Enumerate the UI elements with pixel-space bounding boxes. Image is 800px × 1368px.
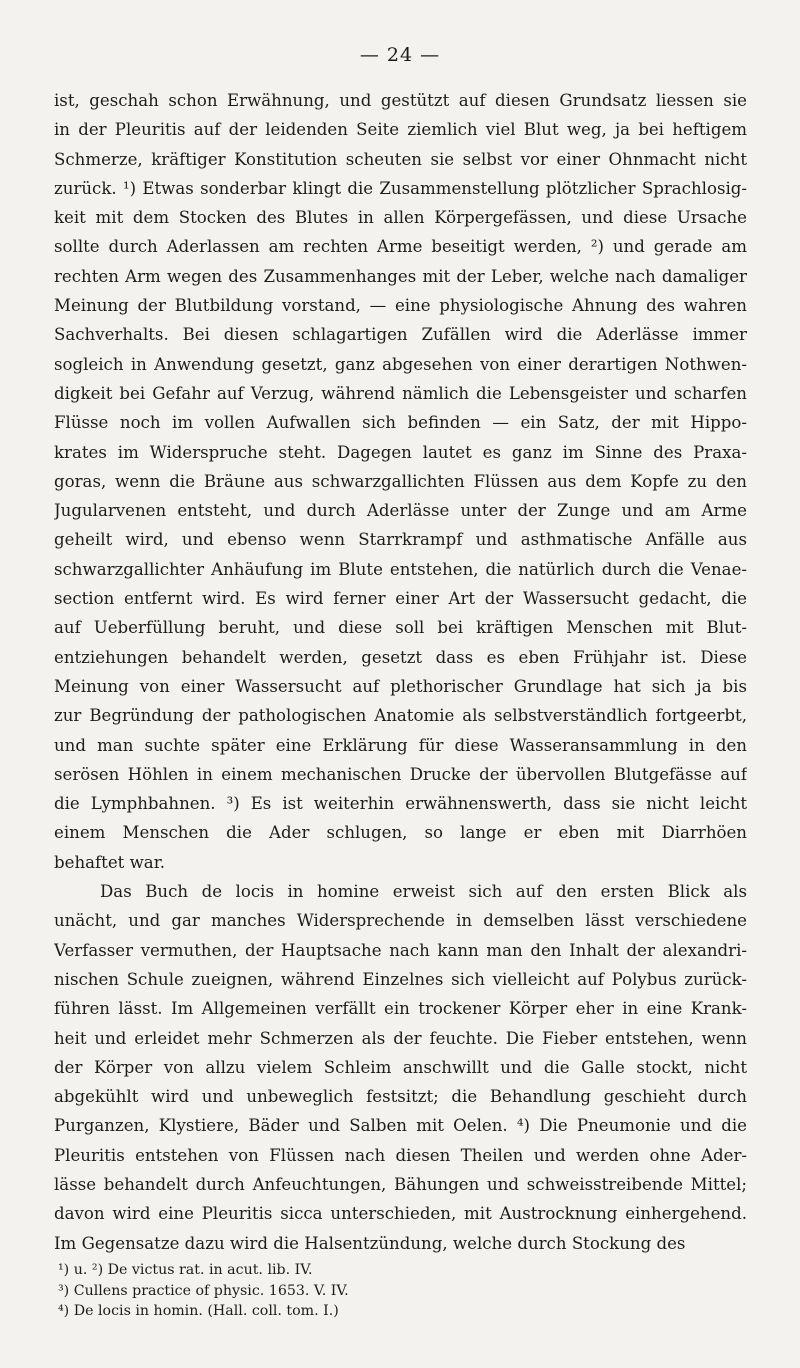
text-line: serösen Höhlen in einem mechanischen Drucke der übervollen Blutgefässe auf bbox=[54, 764, 747, 784]
text-line: Im Gegensatze dazu wird die Halsentzündung, welche durch Stockung des bbox=[54, 1233, 686, 1253]
text-line: Flüsse noch im vollen Aufwallen sich befinden — ein Satz, der mit Hippo- bbox=[54, 413, 747, 433]
text-line: sollte durch Aderlassen am rechten Arme beseitigt werden, ²) und gerade am bbox=[54, 237, 747, 257]
text-line: entziehungen behandelt werden, gesetzt dass es eben Frühjahr ist. Diese bbox=[54, 647, 747, 667]
footnote-2: ³) Cullens practice of physic. 1653. V. IV. bbox=[58, 1282, 349, 1299]
text-line: keit mit dem Stocken des Blutes in allen Körpergefässen, und diese Ursache bbox=[54, 208, 747, 228]
text-line: die Lymphbahnen. ³) Es ist weiterhin erwähnenswerth, dass sie nicht leicht bbox=[54, 794, 747, 814]
text-line: Meinung der Blutbildung vorstand, — eine physiologische Ahnung des wahren bbox=[54, 296, 747, 316]
paragraph-2 bbox=[54, 877, 747, 1258]
text-line: der Körper von allzu vielem Schleim anschwillt und die Galle stockt, nicht bbox=[54, 1057, 747, 1077]
text-line: Schmerze, kräftiger Konstitution scheuten sie selbst vor einer Ohnmacht nicht bbox=[54, 149, 747, 169]
text-line: zur Begründung der pathologischen Anatomie als selbstverständlich fortgeerbt, bbox=[54, 706, 747, 726]
text-line: Sachverhalts. Bei diesen schlagartigen Zufällen wird die Aderlässe immer bbox=[54, 325, 747, 345]
text-line: heit und erleidet mehr Schmerzen als der feuchte. Die Fieber entstehen, wenn bbox=[54, 1028, 747, 1048]
text-line: section entfernt wird. Es wird ferner einer Art der Wassersucht gedacht, die bbox=[54, 589, 747, 609]
text-line: Purganzen, Klystiere, Bäder und Salben mit Oelen. ⁴) Die Pneumonie und die bbox=[54, 1116, 747, 1136]
text-line: führen lässt. Im Allgemeinen verfällt ein trockener Körper eher in eine Krank- bbox=[54, 999, 747, 1019]
page-number: — 24 — bbox=[359, 44, 441, 66]
text-line: in der Pleuritis auf der leidenden Seite ziemlich viel Blut weg, ja bei heftigem bbox=[54, 120, 747, 140]
text-line: auf Ueberfüllung beruht, und diese soll bei kräftigen Menschen mit Blut- bbox=[54, 618, 747, 638]
text-line: nischen Schule zueignen, während Einzelnes sich vielleicht auf Polybus zurück- bbox=[54, 969, 747, 989]
text-line: und man suchte später eine Erklärung für diese Wasseransammlung in den bbox=[54, 735, 747, 755]
text-line: goras, wenn die Bräune aus schwarzgallichten Flüssen aus dem Kopfe zu den bbox=[54, 471, 747, 491]
text-line: krates im Widerspruche steht. Dagegen lautet es ganz im Sinne des Praxa- bbox=[54, 442, 747, 462]
text-line: lässe behandelt durch Anfeuchtungen, Bähungen und schweisstreibende Mittel; bbox=[54, 1174, 747, 1194]
text-line: Meinung von einer Wassersucht auf plethorischer Grundlage hat sich ja bis bbox=[54, 676, 747, 696]
footnote-1: ¹) u. ²) De victus rat. in acut. lib. IV. bbox=[58, 1262, 313, 1278]
text-line: unächt, und gar manches Widersprechende in demselben lässt verschiedene bbox=[54, 911, 747, 931]
text-line: einem Menschen die Ader schlugen, so lange er eben mit Diarrhöen bbox=[54, 823, 747, 843]
footnote-3: ⁴) De locis in homin. (Hall. coll. tom. I.) bbox=[58, 1303, 339, 1319]
text-line: digkeit bei Gefahr auf Verzug, während nämlich die Lebensgeister und scharfen bbox=[54, 383, 747, 403]
text-line: davon wird eine Pleuritis sicca unterschieden, mit Austrocknung einhergehend. bbox=[54, 1204, 747, 1224]
text-line: rechten Arm wegen des Zusammenhanges mit der Leber, welche nach damaliger bbox=[54, 266, 747, 286]
text-line: abgekühlt wird und unbeweglich festsitzt; die Behandlung geschieht durch bbox=[54, 1087, 747, 1107]
footnotes bbox=[58, 1260, 748, 1322]
text-line: schwarzgallichter Anhäufung im Blute entstehen, die natürlich durch die Venae- bbox=[54, 559, 747, 579]
text-line: Das Buch de locis in homine erweist sich auf den ersten Blick als bbox=[100, 882, 747, 902]
text-line: ist, geschah schon Erwähnung, und gestützt auf diesen Grundsatz liessen sie bbox=[54, 91, 747, 110]
text-line: Verfasser vermuthen, der Hauptsache nach kann man den Inhalt der alexandri- bbox=[54, 940, 747, 960]
text-line: sogleich in Anwendung gesetzt, ganz abgesehen von einer derartigen Nothwen- bbox=[54, 354, 747, 374]
body-text bbox=[54, 86, 747, 1258]
text-line: geheilt wird, und ebenso wenn Starrkrampf und asthmatische Anfälle aus bbox=[54, 530, 747, 550]
paragraph-1 bbox=[54, 86, 747, 877]
text-line: zurück. ¹) Etwas sonderbar klingt die Zusammenstellung plötzlicher Sprachlosig- bbox=[54, 178, 747, 198]
text-line: behaftet war. bbox=[54, 852, 166, 872]
text-line: Jugularvenen entsteht, und durch Aderlässe unter der Zunge und am Arme bbox=[54, 501, 747, 521]
text-line: Pleuritis entstehen von Flüssen nach diesen Theilen und werden ohne Ader- bbox=[54, 1145, 747, 1165]
